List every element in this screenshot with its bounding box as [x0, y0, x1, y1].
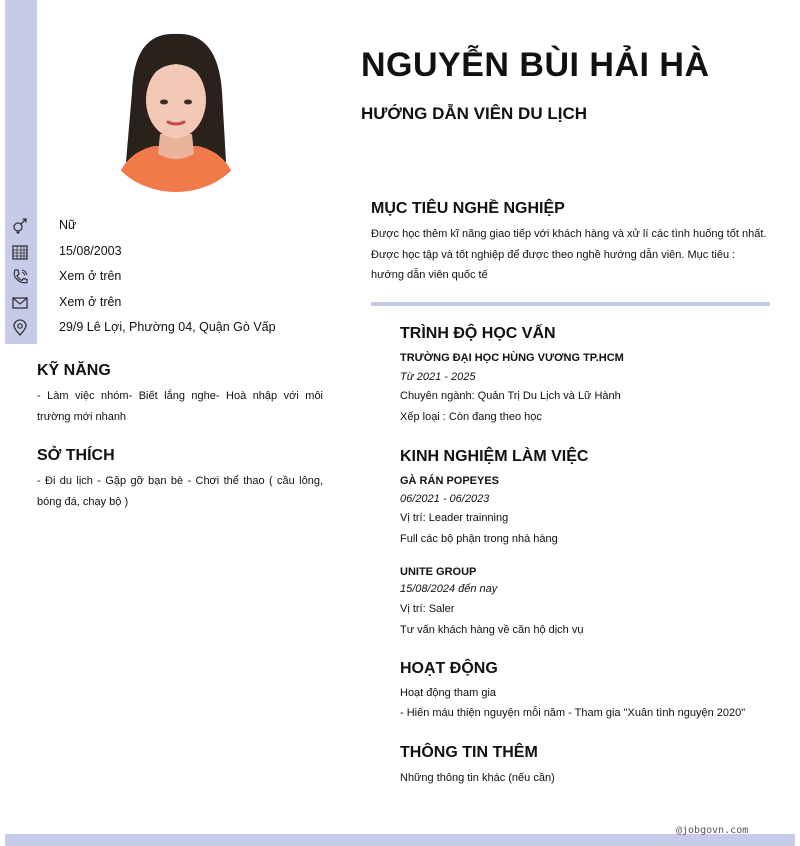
profile-photo: [104, 22, 248, 192]
hobbies-text: - Đi du lịch - Gặp gỡ bạn bè - Chơi thể thao ( cầu lông, bóng đá, chạy bộ ): [37, 475, 323, 508]
birthday-text: 15/08/2003: [59, 244, 122, 258]
phone-text: Xem ở trên: [59, 269, 122, 283]
email-text: Xem ở trên: [59, 295, 122, 309]
objective-heading: MỤC TIÊU NGHỀ NGHIỆP: [371, 200, 565, 217]
education-school: TRƯỜNG ĐẠI HỌC HÙNG VƯƠNG TP.HCM: [400, 352, 624, 364]
location-icon: [11, 319, 29, 337]
candidate-name: NGUYỄN BÙI HẢI HÀ: [361, 46, 710, 84]
address-text: 29/9 Lê Lợi, Phường 04, Quận Gò Vấp: [59, 320, 276, 334]
job-position: Vị trí: Leader trainning: [400, 512, 509, 524]
skills-text: - Làm việc nhóm- Biết lắng nghe- Hoà nhập với môi trường mới nhanh: [37, 390, 323, 423]
info-row-phone: [0, 266, 340, 288]
activities-line-1: Hoạt động tham gia: [400, 687, 497, 699]
info-row-email: [0, 292, 340, 314]
job-position: Vị trí: Saler: [400, 603, 455, 615]
activities-heading: HOẠT ĐỘNG: [400, 660, 498, 677]
education-heading: TRÌNH ĐỘ HỌC VẤN: [400, 325, 556, 342]
section-divider: [371, 302, 770, 306]
gender-text: Nữ: [59, 218, 77, 232]
info-row-address: [0, 317, 340, 339]
experience-heading: KINH NGHIỆM LÀM VIỆC: [400, 448, 589, 465]
gender-icon: [11, 217, 29, 235]
education-rank: Xếp loại : Còn đang theo học: [400, 411, 542, 423]
job-description: Full các bộ phận trong nhà hàng: [400, 533, 558, 545]
education-period: Từ 2021 - 2025: [400, 371, 476, 383]
phone-icon: [11, 268, 29, 286]
email-icon: [11, 294, 29, 312]
job-title: HƯỚNG DẪN VIÊN DU LỊCH: [361, 104, 587, 123]
job-period: 15/08/2024 đến nay: [400, 583, 498, 595]
extra-info-heading: THÔNG TIN THÊM: [400, 744, 538, 761]
job-company: GÀ RÁN POPEYES: [400, 475, 500, 487]
job-period: 06/2021 - 06/2023: [400, 493, 490, 505]
skills-heading: KỸ NĂNG: [37, 362, 111, 379]
info-row-gender: [0, 215, 340, 237]
job-company: UNITE GROUP: [400, 566, 477, 578]
info-row-birthday: [0, 241, 340, 263]
hobbies-heading: SỞ THÍCH: [37, 447, 115, 464]
extra-info-text: Những thông tin khác (nếu cần): [400, 772, 555, 784]
education-major: Chuyên ngành: Quản Trị Du Lịch và Lữ Hành: [400, 390, 621, 402]
objective-text: Được học thêm kĩ năng giao tiếp với khách hàng và xử lí các tình huống tốt nhất. Được học tập và tốt nghiệp để được theo nghề hướng dẫn viên. Mục tiêu : hướng dẫn viên quốc tế: [371, 228, 767, 281]
job-description: Tư vấn khách hàng về căn hộ dịch vụ: [400, 624, 584, 636]
calendar-icon: [11, 243, 29, 261]
watermark: @jobgovn.com: [676, 825, 749, 836]
activities-line-2: - Hiến máu thiện nguyện mỗi năm - Tham gia "Xuân tình nguyện 2020": [400, 707, 746, 719]
